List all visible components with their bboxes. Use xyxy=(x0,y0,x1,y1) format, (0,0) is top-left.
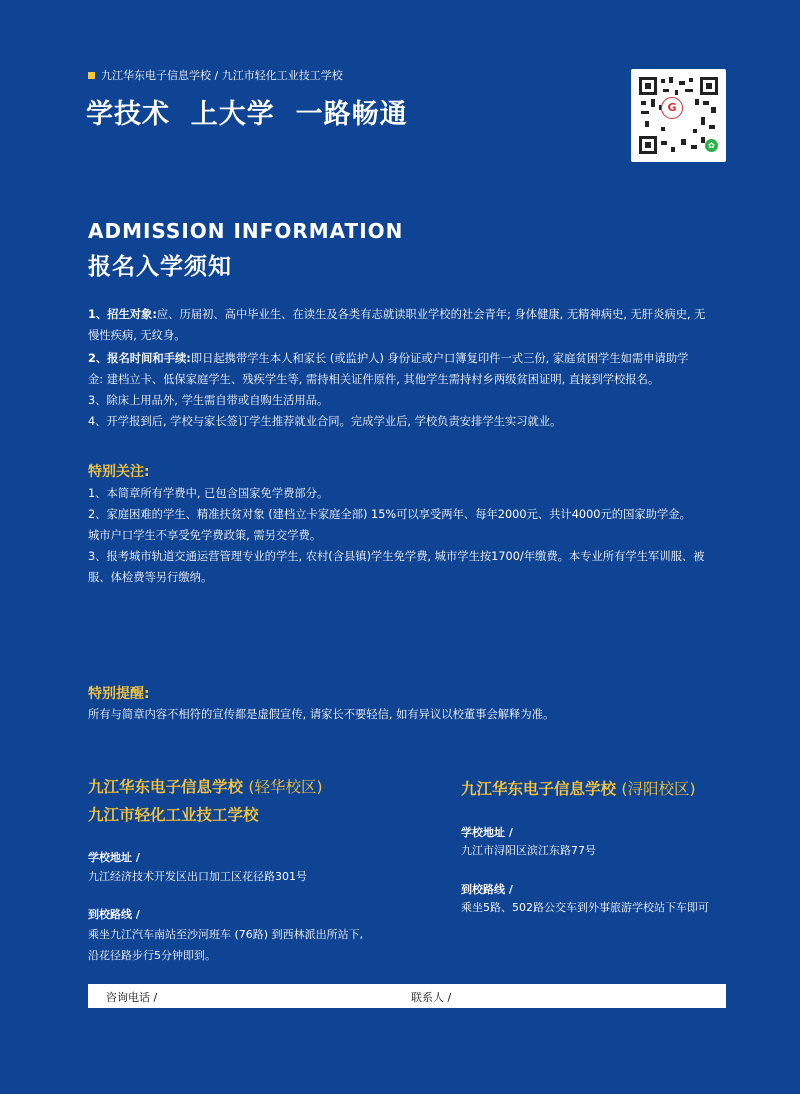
campus-right-route: 乘坐5路、502路公交车到外事旅游学校站下车即可 xyxy=(461,901,709,914)
item-text-cont: 金: 建档立卡、低保家庭学生、残疾学生等, 需持相关证件原件, 其他学生需持村乡两级贫困证明, 直接到学校报名。 xyxy=(88,373,660,386)
campus-right-route-label: 到校路线 / xyxy=(461,883,513,896)
special-attention-line: 3、报考城市轨道交通运营管理专业的学生, 农村(含县镇)学生免学费, 城市学生按1700/年缴费。本专业所有学生军训服、被 xyxy=(88,550,705,563)
special-attention-line: 2、家庭困难的学生、精准扶贫对象 (建档立卡家庭全部) 15%可以享受两年、每年2000元、共计4000元的国家助学金。 xyxy=(88,508,691,521)
campus-left-name2: 九江市轻化工业技工学校 xyxy=(88,806,259,824)
campus-left-route-label: 到校路线 / xyxy=(88,908,140,921)
campus-left-district: (轻华校区) xyxy=(248,778,323,796)
special-reminder-text: 所有与简章内容不相符的宣传都是虚假宣传, 请家长不要轻信, 如有异议以校董事会解释为准。 xyxy=(88,708,555,721)
special-attention-line: 服、体检费等另行缴纳。 xyxy=(88,571,213,584)
item-text-cont: 慢性疾病, 无纹身。 xyxy=(88,329,186,342)
admission-item: 4、开学报到后, 学校与家长签订学生推荐就业合同。完成学业后, 学校负责安排学生实习就业。 xyxy=(88,415,562,428)
admission-item: 3、除床上用品外, 学生需自带或自购生活用品。 xyxy=(88,394,329,407)
admission-item xyxy=(88,304,728,346)
campus-left-address-label: 学校地址 / xyxy=(88,851,140,864)
campus-left xyxy=(88,773,418,829)
slogan: 学技术 上大学 一路畅通 xyxy=(86,99,408,130)
item-text: 即日起携带学生本人和家长 (或监护人) 身份证或户口簿复印件一式三份, 家庭贫困学生如需申请助学 xyxy=(190,352,689,365)
schools-line: 九江华东电子信息学校 / 九江市轻化工业技工学校 xyxy=(101,69,343,82)
admission-item xyxy=(88,348,728,390)
campus-right-name xyxy=(461,775,741,803)
schools-header xyxy=(88,67,343,83)
campus-left-school: 九江华东电子信息学校 xyxy=(88,778,244,796)
item-text: 应、历届初、高中毕业生、在读生及各类有志就读职业学校的社会青年; 身体健康, 无精神病史, 无肝炎病史, 无 xyxy=(156,308,706,321)
campus-right-school: 九江华东电子信息学校 xyxy=(461,780,617,798)
item-label: 1、招生对象: xyxy=(88,308,157,321)
special-attention-line: 1、本简章所有学费中, 已包含国家免学费部分。 xyxy=(88,487,329,500)
campus-right-district: (浔阳校区) xyxy=(621,780,696,798)
campus-left-route: 乘坐九江汽车南站至沙河班车 (76路) 到西林派出所站下, xyxy=(88,928,364,941)
mini-program-icon: ✿ xyxy=(705,139,718,152)
campus-right-address-label: 学校地址 / xyxy=(461,826,513,839)
qr-logo: G xyxy=(661,97,683,119)
bullet-square-icon xyxy=(88,72,95,79)
admission-title-cn: 报名入学须知 xyxy=(88,254,232,280)
contact-person-label: 联系人 / xyxy=(411,991,452,1004)
campus-left-name xyxy=(88,773,418,801)
contact-bar xyxy=(88,984,726,1008)
qr-code[interactable] xyxy=(631,69,726,162)
campus-left-address: 九江经济技术开发区出口加工区花径路301号 xyxy=(88,870,307,883)
special-attention-title: 特别关注: xyxy=(88,464,150,480)
special-attention-line: 城市户口学生不享受免学费政策, 需另交学费。 xyxy=(88,529,322,542)
admission-title-en: ADMISSION INFORMATION xyxy=(88,219,404,243)
special-reminder-title: 特别提醒: xyxy=(88,686,150,702)
campus-left-route-cont: 沿花径路步行5分钟即到。 xyxy=(88,949,216,962)
campus-right-address: 九江市浔阳区滨江东路77号 xyxy=(461,844,596,857)
phone-label: 咨询电话 / xyxy=(106,991,158,1004)
item-label: 2、报名时间和手续: xyxy=(88,352,191,365)
